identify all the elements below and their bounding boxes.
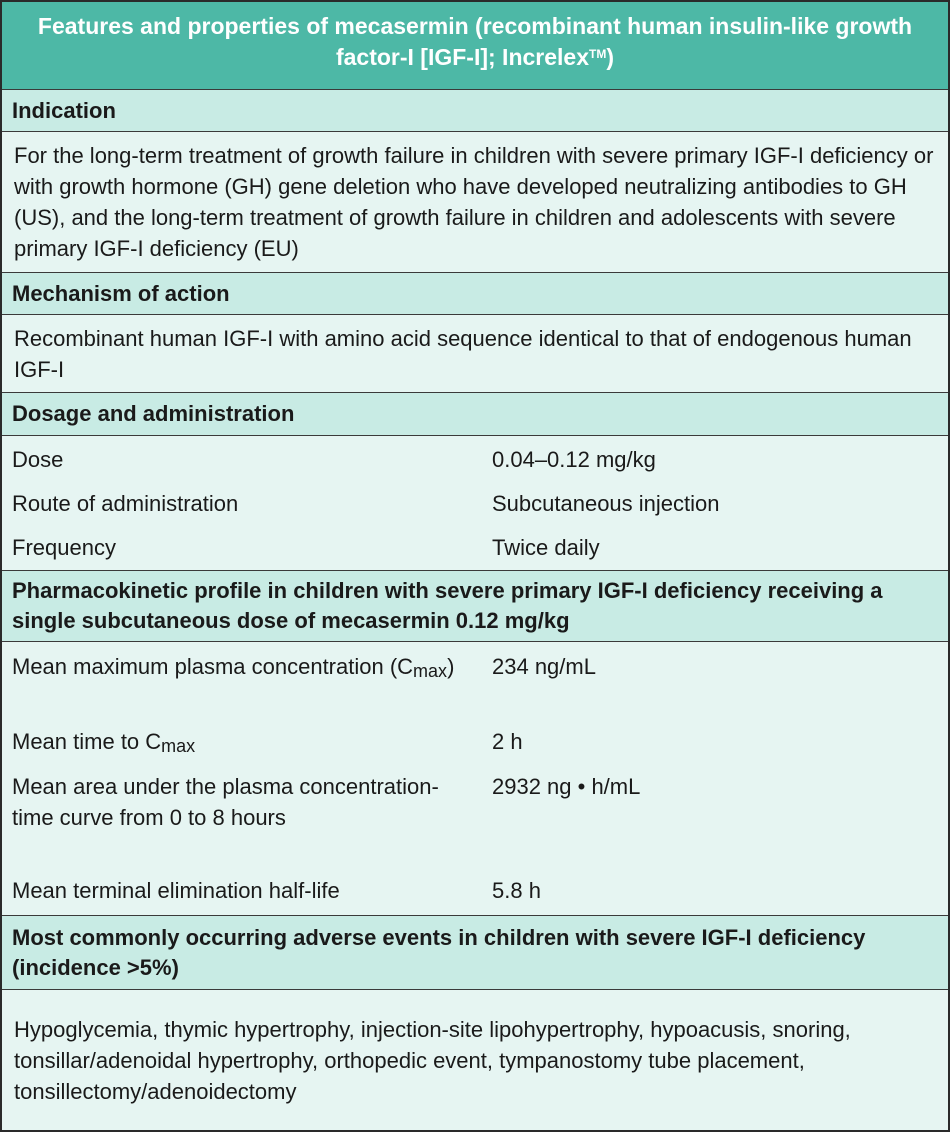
table-title-close: ) [606,44,615,70]
mechanism-text: Recombinant human IGF-I with amino acid sequence identical to that of endogenous human IGF-I [14,325,912,382]
cmax-label-sub: max [413,661,448,681]
dosage-row-dose [2,444,948,488]
mechanism-heading-text: Mechanism of action [12,280,230,306]
half-life-label: Mean terminal elimination half-life [12,878,340,903]
dosage-heading-text: Dosage and administration [12,401,295,426]
indication-heading [2,89,948,131]
cmax-label-post: ) [447,654,455,679]
pk-row-cmax [2,651,948,726]
route-value: Subcutaneous injection [492,491,720,516]
adverse-heading-text: Most commonly occurring adverse events in children with severe IGF-I deficiency (incidence >5%) [12,924,866,980]
pk-row-tmax [2,726,948,771]
trademark-symbol: TM [589,47,607,61]
route-label: Route of administration [12,491,239,516]
indication-heading-text: Indication [12,97,116,123]
dose-label: Dose [12,447,64,472]
adverse-body [2,989,948,1130]
adverse-heading [2,915,948,989]
indication-body [2,131,948,272]
auc-label: Mean area under the plasma concentration-time curve from 0 to 8 hours [12,774,439,830]
pk-rows [2,641,948,915]
dose-value: 0.04–0.12 mg/kg [492,447,656,472]
pk-heading [2,570,948,641]
dosage-row-frequency [2,532,948,570]
tmax-value: 2 h [492,729,523,754]
tmax-label-pre: Mean time to C [12,729,162,754]
mechanism-body [2,314,948,392]
cmax-label-pre: Mean maximum plasma concentration (C [12,654,414,679]
dosage-heading [2,392,948,435]
adverse-text: Hypoglycemia, thymic hypertrophy, injection-site lipohypertrophy, hypoacusis, snoring, tonsillar/adenoidal hypertrophy, orthopedic event, tympanostomy tube placement, tonsillectomy/adenoidectomy [14,1016,851,1104]
pk-row-half-life [2,875,948,911]
pk-heading-text: Pharmacokinetic profile in children with severe primary IGF-I deficiency receiving a single subcutaneous dose of mecasermin 0.12 mg/kg [12,578,883,633]
mechanism-heading [2,272,948,314]
frequency-label: Frequency [12,535,116,560]
indication-text: For the long-term treatment of growth failure in children with severe primary IGF-I deficiency or with growth hormone (GH) gene deletion who have developed neutralizing antibodies to GH (US), and the long-term treatment of growth failure in children and adolescents with severe primary IGF-I deficiency (EU) [14,143,934,261]
cmax-value: 234 ng/mL [492,654,596,679]
tmax-label [2,726,482,757]
frequency-value: Twice daily [492,535,600,560]
dosage-rows [2,435,948,570]
table-title [2,2,948,89]
dosage-row-route [2,488,948,532]
pk-row-auc [2,771,948,875]
table-title-text: Features and properties of mecasermin (recombinant human insulin-like growth factor-I [IGF-I]; Increlex [37,13,913,70]
auc-value: 2932 ng • h/mL [492,774,641,799]
cmax-label [2,651,482,682]
half-life-value: 5.8 h [492,878,541,903]
tmax-label-sub: max [161,736,196,756]
